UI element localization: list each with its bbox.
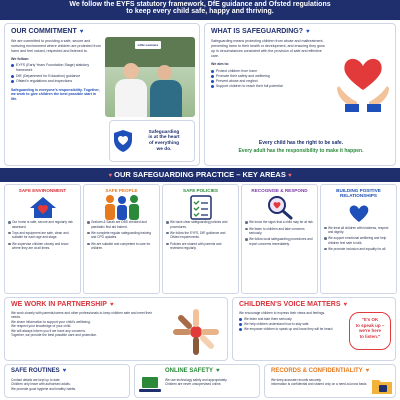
card-title: SAFE ENVIRONMENT — [18, 188, 67, 193]
heart-icon: ♥ — [306, 28, 310, 35]
list-item: EYFS (Early Years Foundation Stage) statutory framework — [11, 63, 101, 73]
heart-icon: ♥ — [109, 301, 114, 308]
card-title: SAFE POLICIES — [183, 188, 218, 193]
list-item: Protect children from harm — [211, 69, 329, 74]
list-item: Promote their safety and wellbeing — [211, 74, 329, 79]
voice-intro: We encourage children to express their views and feelings. — [239, 311, 326, 315]
shield-icon — [113, 129, 133, 153]
card-safe-environment — [4, 184, 81, 294]
heart-icon: ♥ — [62, 368, 67, 374]
bubble-line-2: to speak up – — [355, 322, 385, 328]
house-icon — [28, 195, 58, 219]
hands-together-icon — [170, 308, 222, 356]
routines-title: SAFE ROUTINES — [11, 368, 60, 374]
heart-icon: ♥ — [79, 28, 84, 35]
card-item: We treat all children with kindness, respect and dignity. — [324, 226, 393, 235]
voice-panel — [232, 297, 396, 361]
online-item: We use technology safely and appropriately. — [165, 378, 228, 382]
hands-heart-icon — [335, 46, 391, 112]
list-item: We help children understand how to stay safe. — [239, 322, 345, 327]
list-item: Ofsted's regulations and inspections — [11, 79, 101, 84]
card-item: We follow local safeguarding procedures and report concerns immediately. — [245, 237, 314, 246]
bubble-line-1: "It's OK — [361, 317, 379, 322]
commitment-intro: We are committed to providing a safe, secure and nurturing environment where children are protected from harm and feel valued, respected and listened to. — [11, 39, 101, 53]
records-title: RECORDS & CONFIDENTIALITY — [271, 368, 363, 374]
card-item: We follow the EYFS, DfE guidance and Ofsted requirements. — [166, 231, 235, 240]
badge-line-3: of everything — [148, 141, 180, 146]
badge-line-2: is at the heart — [148, 135, 180, 141]
card-item: We know the signs that a child may be at risk. — [245, 220, 314, 224]
laptop-icon — [139, 375, 161, 393]
owners-photo — [105, 37, 195, 117]
magnifier-icon — [266, 194, 294, 220]
card-title: BUILDING POSITIVE RELATIONSHIPS — [336, 188, 381, 199]
right-line: Every child has the right to be safe. — [258, 140, 344, 146]
online-item: Children are never unsupervised online. — [165, 382, 222, 387]
partnership-item: We respect your knowledge of your child. — [11, 324, 72, 329]
card-item: We complete regular safeguarding training and CPD updates. — [87, 231, 156, 240]
card-item: Toys and equipment are safe, clean and suitable for each age and stage. — [8, 231, 77, 240]
list-item: DfE (Department for Education) guidance — [11, 74, 101, 79]
speech-bubble — [349, 312, 391, 350]
card-item: Our home is safe, secure and regularly risk assessed. — [8, 220, 77, 229]
what-intro: Safeguarding means protecting children from abuse and maltreatment, preventing harm to their health or development, and ensuring they grow up in circumstances consistent with the provision of safe and effective care. — [211, 39, 325, 58]
list-item: We empower children to speak up and know they will be heard. — [239, 327, 345, 332]
partnership-title: WE WORK IN PARTNERSHIP — [11, 301, 107, 308]
aim-list — [211, 69, 329, 89]
routines-item: We promote good hygiene and healthy habits. — [11, 386, 76, 391]
card-item: We listen to children and take concerns seriously. — [245, 227, 314, 236]
card-positive-relationships — [320, 184, 397, 294]
commitment-panel — [4, 23, 200, 166]
online-title: ONLINE SAFETY — [165, 368, 214, 374]
list-item: We listen and take them seriously. — [239, 317, 345, 322]
checklist-icon — [189, 194, 213, 220]
partnership-panel — [4, 297, 228, 361]
badge-line-4: we do. — [156, 146, 172, 152]
list-item: Prevent abuse and neglect — [211, 79, 329, 84]
aim-label: We aim to: — [211, 62, 230, 67]
records-panel — [264, 364, 396, 398]
records-item: We keep accurate records securely. — [271, 378, 322, 382]
bubble-line-4: to listen." — [359, 333, 381, 339]
partnership-item: We will always inform you if we have any concerns. — [11, 328, 86, 333]
voice-title: CHILDREN'S VOICE MATTERS — [239, 301, 341, 308]
adult-line: Every adult has the responsibility to make it happen. — [238, 148, 364, 154]
card-title: RECOGNISE & RESPOND — [251, 188, 308, 193]
heart-icon: ♥ — [365, 368, 370, 374]
bubble-line-3: we're here — [358, 328, 382, 334]
routines-item: Children only leave with authorised adults. — [11, 382, 71, 387]
list-item: Support children to reach their full potential — [211, 84, 329, 89]
follow-list — [11, 63, 101, 83]
partnership-item: We work closely with parents/carers and other professionals to keep children safe and meet their needs. — [11, 311, 153, 320]
badge-line-1: Safeguarding — [148, 129, 180, 135]
partnership-item: Together, we provide the best possible care and protection. — [11, 333, 98, 338]
commitment-closing: Safeguarding is everyone's responsibility. Together, we work to give children the best possible start in life. — [11, 87, 100, 102]
heart-icon: ♥ — [343, 301, 348, 308]
heart-hands-icon — [344, 201, 374, 225]
commitment-title: OUR COMMITMENT — [11, 28, 77, 35]
card-item: We support emotional wellbeing and help children feel safe to talk. — [324, 236, 393, 245]
card-safe-policies — [162, 184, 239, 294]
header-line-2: to keep every child safe, happy and thriving. — [126, 8, 274, 16]
people-icon — [102, 194, 142, 220]
card-item: Graham & Sarah are DBS checked and paediatric first aid trained. — [87, 220, 156, 229]
what-title: WHAT IS SAFEGUARDING? — [211, 28, 304, 35]
online-panel — [134, 364, 260, 398]
header-line-1: We follow the EYFS statutory framework, DfE guidance and Ofsted regulations — [69, 1, 331, 8]
routines-item: Contact details are kept up to date. — [11, 378, 61, 382]
safeguarding-badge — [109, 120, 195, 162]
card-recognise-respond — [241, 184, 318, 294]
routines-panel — [4, 364, 130, 398]
folder-icon — [371, 377, 393, 395]
card-title: SAFE PEOPLE — [105, 188, 138, 193]
practice-title: OUR SAFEGUARDING PRACTICE – KEY AREAS — [114, 170, 286, 179]
heart-icon: ♥ — [216, 368, 220, 374]
card-item: We supervise children closely and know where they are at all times. — [8, 242, 77, 251]
partnership-item: We share information to support your child's wellbeing. — [11, 319, 91, 324]
card-safe-people — [83, 184, 160, 294]
page-header — [0, 0, 400, 20]
card-item: We are suitable and competent to care for children. — [87, 242, 156, 251]
sign-label: Little Learners — [135, 41, 161, 49]
records-item: Information is confidential and shared only on a need-to-know basis. — [271, 382, 368, 387]
card-item: We have clear safeguarding policies and procedures. — [166, 220, 235, 229]
what-is-panel — [204, 23, 396, 166]
card-item: We promote inclusion and equality for all. — [324, 247, 393, 251]
heart-icon: ♥ — [287, 173, 292, 179]
practice-banner — [0, 168, 400, 182]
heart-icon: ♥ — [108, 173, 113, 179]
card-item: Policies are shared with parents and reviewed regularly. — [166, 242, 235, 251]
follow-label: We follow: — [11, 56, 29, 61]
